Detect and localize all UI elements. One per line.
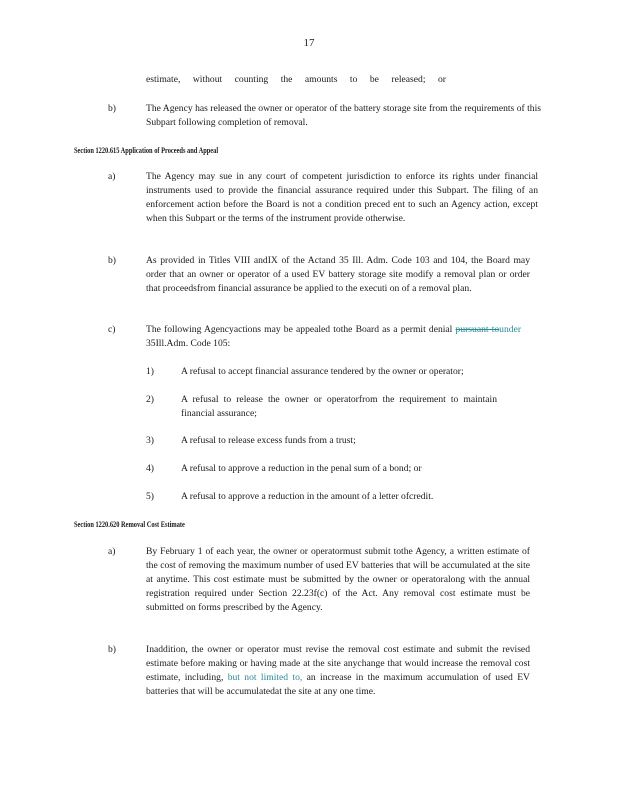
subitem-label-4: 4) — [146, 463, 154, 474]
subitem-text-4: A refusal to approve a reduction in the penal sum of a bond; or — [181, 463, 422, 474]
section-heading-1220-615: Section 1220.615 Application of Proceeds and Appeal — [74, 146, 219, 155]
continuation-text: estimate, without counting the amounts to be released; or — [146, 74, 446, 85]
paragraph-b-2-post: an increase in the maximum accumulation of used EV batteries that will be accumulatedat the site at any one time. — [146, 672, 530, 697]
item-label-b: b) — [108, 255, 116, 266]
paragraph-c-line1: The following Agencyactions may be appealed tothe Board as a permit denial — [146, 324, 453, 335]
paragraph-b-2-pre: Inaddition, the owner or operator must revise the removal cost estimate and submit the revised estimate before making or having made at the site anychange that would increase the removal cost estimate, including, — [146, 644, 530, 683]
page-number: 17 — [303, 37, 315, 49]
paragraph-b-2 — [146, 643, 530, 699]
subitem-label-1: 1) — [146, 366, 154, 377]
subitem-text-2: A refusal to release the owner or operatorfrom the requirement to maintain financial assurance; — [181, 394, 497, 419]
subitem-text-1: A refusal to accept financial assurance tendered by the owner or operator; — [181, 366, 464, 377]
paragraph-b: As provided in Titles VIII andIX of the Actand 35 Ill. Adm. Code 103 and 104, the Board may order that an owner or operator of a used EV battery storage site modify a removal plan or order that proceedsfrom financial assurance be applied to the executi on of a removal plan. — [146, 255, 530, 294]
subitem-label-2: 2) — [146, 394, 154, 405]
paragraph-a-2: By February 1 of each year, the owner or operatormust submit tothe Agency, a written estimate of the cost of removing the maximum number of used EV batteries that will be accumulated at the site at anytime. This cost estimate must be submitted by the owner or operatoralong with the annual registration required under Section 22.23f(c) of the Act. Any removal cost estimate must be submitted on forms prescribed by the Agency. — [146, 546, 530, 613]
inserted-text: under — [499, 324, 522, 335]
subitem-label-3: 3) — [146, 435, 154, 446]
inserted-text-2: but not limited to, — [227, 672, 303, 683]
item-label-a: a) — [108, 171, 116, 182]
subitem-label-5: 5) — [146, 491, 154, 502]
paragraph-b-top: The Agency has released the owner or operator of the battery storage site from the requirements of this Subpart following completion of removal. — [146, 103, 541, 128]
item-label-b-top: b) — [108, 103, 116, 114]
paragraph-c — [146, 323, 521, 351]
subitem-text-3: A refusal to release excess funds from a trust; — [181, 435, 356, 446]
subitem-text-5: A refusal to approve a reduction in the amount of a letter ofcredit. — [181, 491, 434, 502]
struck-text: pursuant to — [455, 324, 500, 335]
section-heading-1220-620: Section 1220.620 Removal Cost Estimate — [74, 520, 185, 529]
paragraph-a: The Agency may sue in any court of competent jurisdiction to enforce its rights under financial instruments used to provide the financial assurance required under this Subpart. The filing of an enforcement action before the Board is not a condition preced ent to such an Agency action, except when this Subpart or the terms of the instrument provide otherwise. — [146, 171, 538, 224]
item-label-a-2: a) — [108, 546, 116, 557]
item-label-b-2: b) — [108, 644, 116, 655]
item-label-c: c) — [108, 324, 116, 335]
paragraph-c-line2: 35Ill.Adm. Code 105: — [146, 338, 231, 349]
